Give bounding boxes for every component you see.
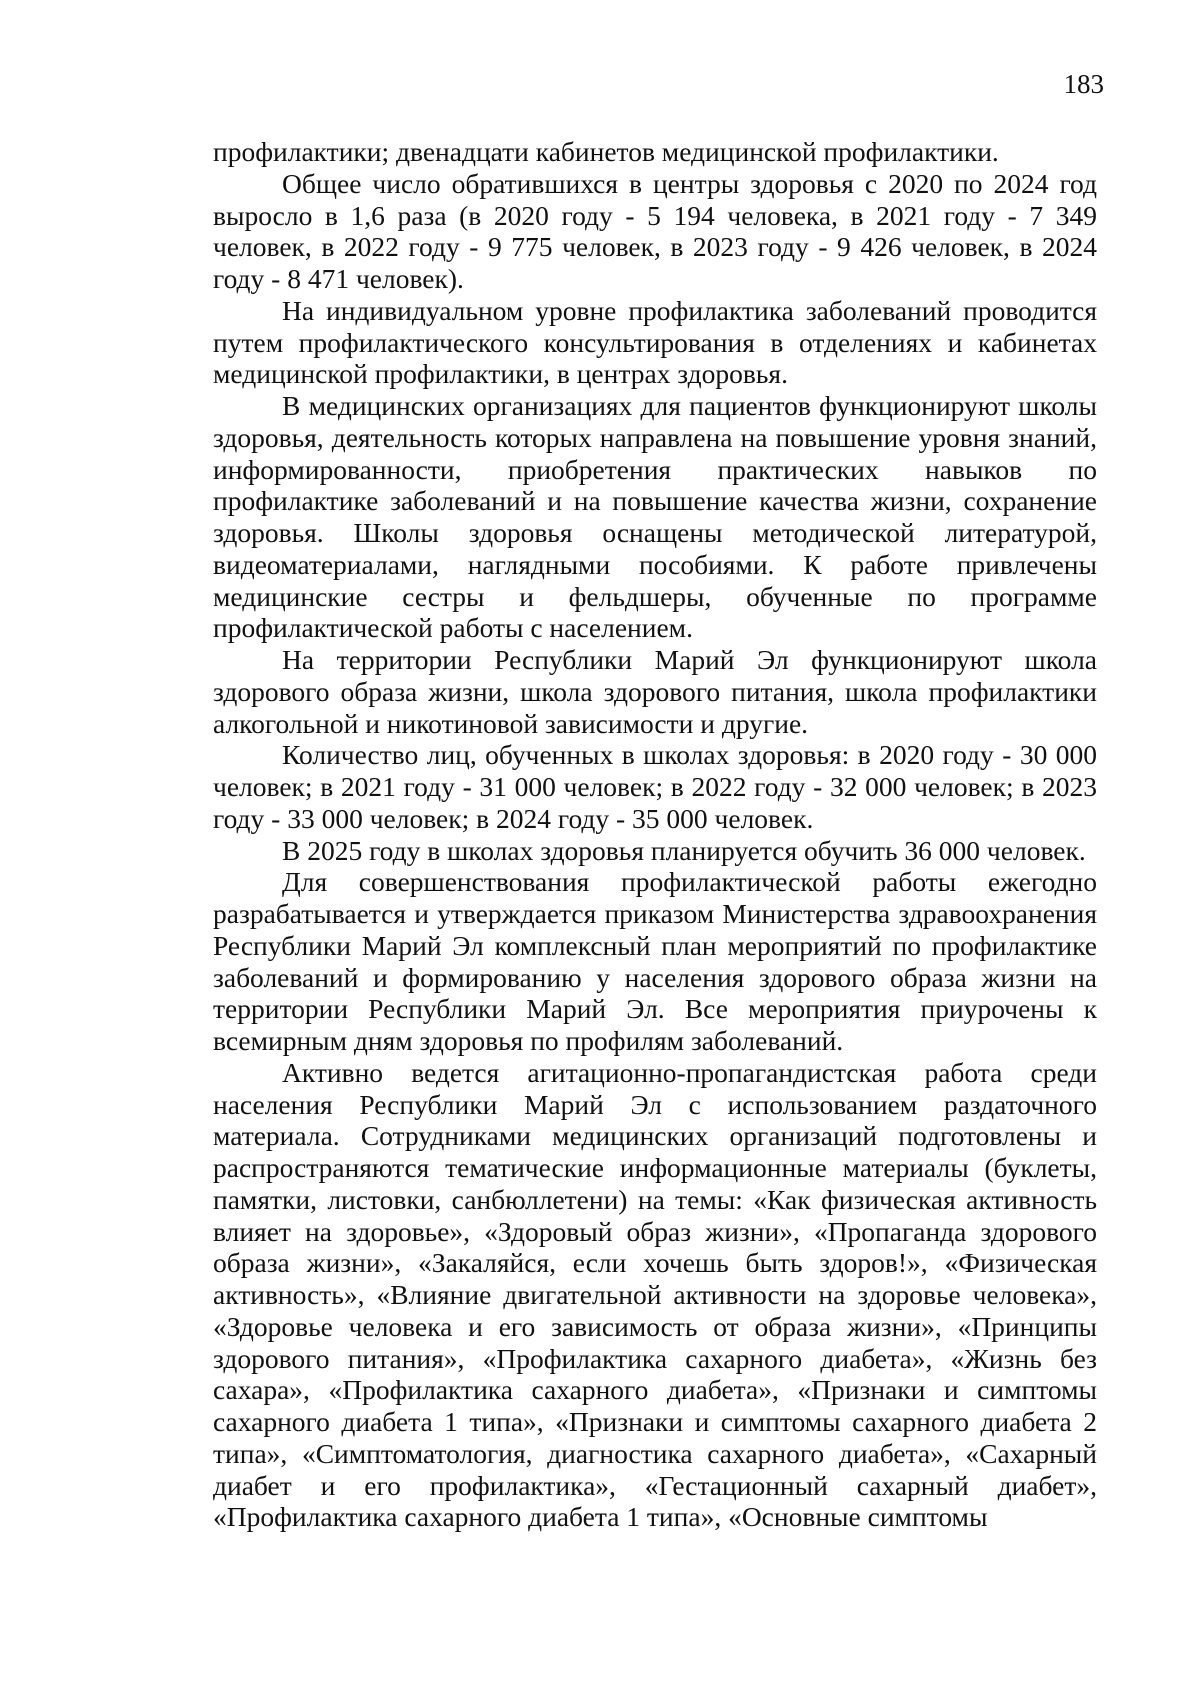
- paragraph-complex-plan: Для совершенствования профилактической работы ежегодно разрабатывается и утверждается приказом Министерства здравоохранения Республики Марий Эл комплексный план мероприятий по профилактике заболеваний и формированию у населения здорового образа жизни на территории Республики Марий Эл. Все мероприятия приурочены к всемирным дням здоровья по профилям заболеваний.: [213, 866, 1097, 1056]
- paragraph-health-schools: В медицинских организациях для пациентов функционируют школы здоровья, деятельность которых направлена на повышение уровня знаний, информированности, приобретения практических навыков по профилактике заболеваний и на повышение качества жизни, сохранение здоровья. Школы здоровья оснащены методической литературой, видеоматериалами, наглядными пособиями. К работе привлечены медицинские сестры и фельдшеры, обученные по программе профилактической работы с населением.: [213, 390, 1097, 644]
- paragraph-2025-plan: В 2025 году в школах здоровья планируется обучить 36 000 человек.: [282, 834, 1086, 866]
- page-number: 183: [1063, 69, 1104, 99]
- paragraph-health-centers-visits: Общее число обратившихся в центры здоровья с 2020 по 2024 год выросло в 1,6 раза (в 2020 году - 5 194 человека, в 2021 году - 7 349 человек, в 2022 году - 9 775 человек, в 2023 году - 9 426 человек, в 2024 году - 8 471 человек).: [213, 167, 1097, 294]
- paragraph-trained-count: Количество лиц, обученных в школах здоровья: в 2020 году - 30 000 человек; в 2021 году - 31 000 человек; в 2022 году - 32 000 человек; в 2023 году - 33 000 человек; в 2024 году - 35 000 человек.: [213, 739, 1097, 834]
- paragraph-republic-schools: На территории Республики Марий Эл функционируют школа здорового образа жизни, школа здорового питания, школа профилактики алкогольной и никотиновой зависимости и другие.: [213, 644, 1097, 739]
- paragraph-individual-prevention: На индивидуальном уровне профилактика заболеваний проводится путем профилактического консультирования в отделениях и кабинетах медицинской профилактики, в центрах здоровья.: [213, 294, 1097, 390]
- paragraph-continuation: профилактики; двенадцати кабинетов медицинской профилактики.: [213, 136, 999, 167]
- paragraph-campaign-materials: Активно ведется агитационно-пропагандистская работа среди населения Республики Марий Эл с использованием раздаточного материала. Сотрудниками медицинских организаций подготовлены и распространяются тематические информационные материалы (буклеты, памятки, листовки, санбюллетени) на темы: «Как физическая активность влияет на здоровье», «Здоровый образ жизни», «Пропаганда здорового образа жизни», «Закаляйся, если хочешь быть здоров!», «Физическая активность», «Влияние двигательной активности на здоровье человека», «Здоровье человека и его зависимость от образа жизни», «Принципы здорового питания», «Профилактика сахарного диабета», «Жизнь без сахара», «Профилактика сахарного диабета», «Признаки и симптомы сахарного диабета 1 типа», «Признаки и симптомы сахарного диабета 2 типа», «Симптоматология, диагностика сахарного диабета», «Сахарный диабет и его профилактика», «Гестационный сахарный диабет», «Профилактика сахарного диабета 1 типа», «Основные симптомы: [213, 1056, 1097, 1533]
- document-body: [213, 136, 1097, 1533]
